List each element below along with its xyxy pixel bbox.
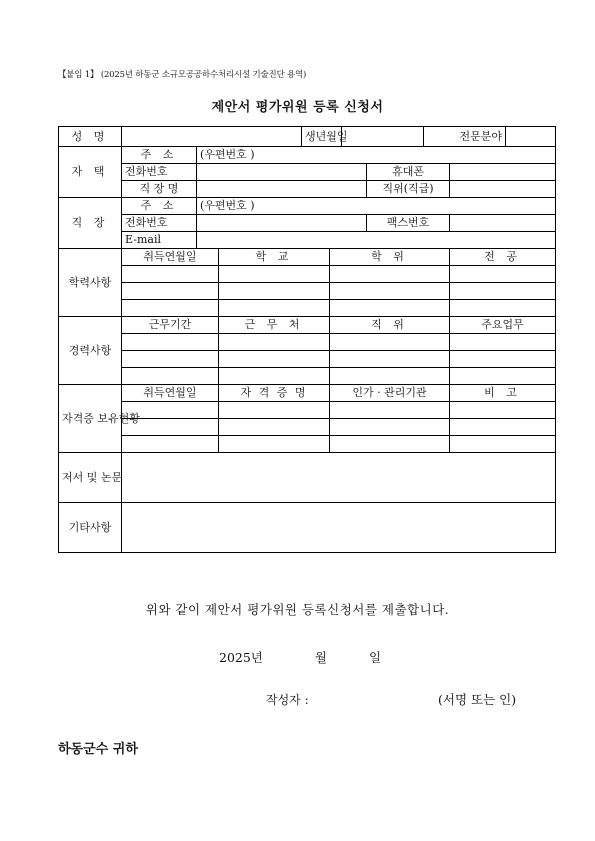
papers-field[interactable] <box>122 453 556 503</box>
date-month: 월 <box>314 650 327 665</box>
papers-row <box>59 453 556 503</box>
home-phone-row <box>59 164 556 181</box>
email-row <box>59 232 556 249</box>
date-line <box>219 648 381 666</box>
table-row <box>59 436 556 453</box>
date-year: 2025년 <box>219 650 263 665</box>
table-row <box>59 300 556 317</box>
career-header: 근무기간 <box>122 317 219 334</box>
career-header: 주요업무 <box>450 317 556 334</box>
career-header: 근 무 처 <box>219 317 330 334</box>
submission-statement: 위와 같이 제안서 평가위원 등록신청서를 제출합니다. <box>145 602 450 617</box>
etc-row <box>59 503 556 553</box>
signature-label: (서명 또는 인) <box>438 692 517 707</box>
addressee: 하동군수 귀하 <box>58 742 138 757</box>
name-row <box>59 127 556 147</box>
career-header-row <box>59 317 556 334</box>
table-row <box>59 283 556 300</box>
education-header: 학 위 <box>330 249 450 266</box>
specialty-label: 전문분야 <box>424 127 506 147</box>
birth-label: 생년월일 <box>302 127 342 147</box>
home-phone-field[interactable] <box>197 164 367 181</box>
work-label: 직 장 <box>59 198 122 249</box>
fax-field[interactable] <box>450 215 556 232</box>
education-header: 학 교 <box>219 249 330 266</box>
application-form-table <box>58 126 556 553</box>
table-row <box>59 334 556 351</box>
mobile-label: 휴대폰 <box>367 164 450 181</box>
career-header: 직 위 <box>330 317 450 334</box>
career-label: 경력사항 <box>59 317 122 385</box>
education-label: 학력사항 <box>59 249 122 317</box>
etc-label: 기타사항 <box>59 503 122 553</box>
author-label: 작성자 : <box>266 693 309 707</box>
license-label: 자격증 보유현황 <box>59 385 122 453</box>
work-phone-label: 전화번호 <box>122 215 197 232</box>
name-label: 성 명 <box>59 127 122 147</box>
license-header-row <box>59 385 556 402</box>
work-address-row <box>59 198 556 215</box>
work-phone-field[interactable] <box>197 215 367 232</box>
document-title: 제안서 평가위원 등록 신청서 <box>211 100 384 115</box>
table-row <box>59 368 556 385</box>
company-row <box>59 181 556 198</box>
position-field[interactable] <box>450 181 556 198</box>
work-address-label: 주 소 <box>122 198 197 215</box>
name-field[interactable] <box>122 127 302 147</box>
company-label: 직 장 명 <box>122 181 197 198</box>
table-row <box>59 266 556 283</box>
date-day: 일 <box>368 650 382 665</box>
birth-field[interactable] <box>342 127 424 147</box>
position-label: 직위(직급) <box>367 181 450 198</box>
education-header: 취득연월일 <box>122 249 219 266</box>
etc-field[interactable] <box>122 503 556 553</box>
home-phone-label: 전화번호 <box>122 164 197 181</box>
company-field[interactable] <box>197 181 367 198</box>
work-address-field[interactable]: (우편번호 ) <box>197 198 556 215</box>
table-row <box>59 351 556 368</box>
email-field[interactable] <box>197 232 556 249</box>
license-header: 비 고 <box>450 385 556 402</box>
education-header: 전 공 <box>450 249 556 266</box>
education-header-row <box>59 249 556 266</box>
work-phone-row <box>59 215 556 232</box>
fax-label: 팩스번호 <box>367 215 450 232</box>
mobile-field[interactable] <box>450 164 556 181</box>
license-header: 취득연월일 <box>122 385 219 402</box>
license-header: 인가 · 관리기관 <box>330 385 450 402</box>
home-address-row <box>59 147 556 164</box>
email-label: E-mail <box>122 232 197 249</box>
license-header: 자 격 증 명 <box>219 385 330 402</box>
attachment-note: 【붙임 1】 (2025년 하동군 소규모공공하수처리시설 기술진단 용역) <box>58 70 307 80</box>
home-address-label: 주 소 <box>122 147 197 164</box>
home-address-field[interactable]: (우편번호 ) <box>197 147 556 164</box>
specialty-field[interactable] <box>506 127 556 147</box>
home-label: 자 택 <box>59 147 122 198</box>
papers-label: 저서 및 논문 <box>59 453 122 503</box>
